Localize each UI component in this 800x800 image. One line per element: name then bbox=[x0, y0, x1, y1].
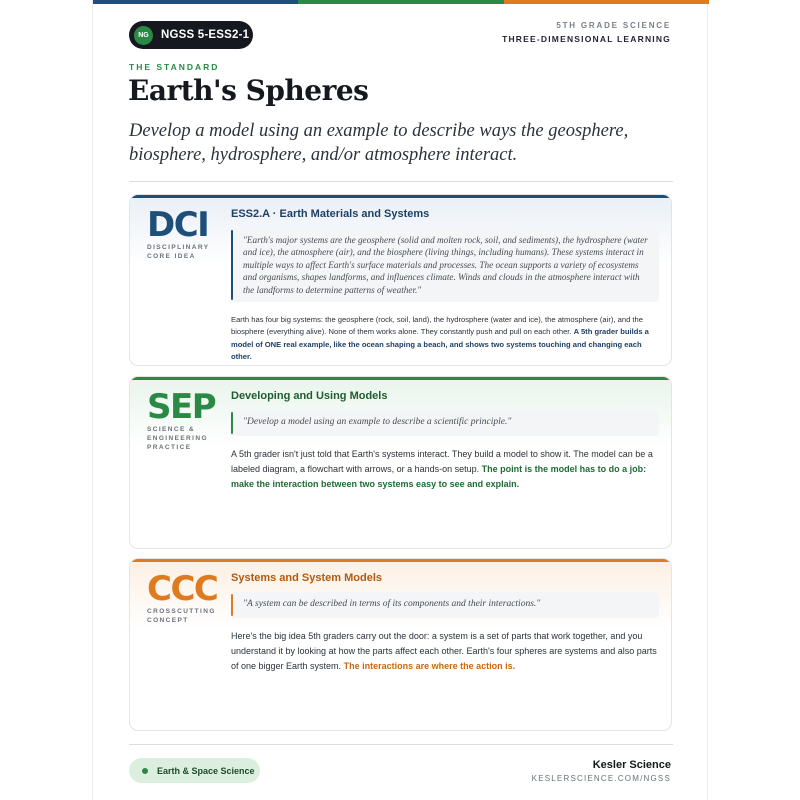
grade-info bbox=[502, 21, 671, 44]
dci-quote: "Earth's major systems are the geosphere (solid and molten rock, soil, and sediments), the hydrosphere (water and ice), the atmosphere (air), and the biosphere (living things, including humans). These systems interact in multiple ways to affect Earth's surface materials and processes. The ocean supports a variety of ecosystems and organisms, shapes landforms, and influences climate. Winds and clouds in the atmosphere interact with the landforms to determine patterns of weather." bbox=[231, 228, 659, 302]
sep-quote: "Develop a model using an example to describe a scientific principle." bbox=[231, 410, 659, 436]
brand-name: Kesler Science bbox=[592, 759, 671, 771]
ngss-logo-icon: NG bbox=[134, 26, 153, 45]
dci-abbreviation: DCI bbox=[147, 205, 209, 245]
ccc-highlight: The interactions are where the action is. bbox=[343, 661, 516, 672]
dci-heading: ESS2.A · Earth Materials and Systems bbox=[231, 208, 430, 220]
dci-explanation: Earth has four big systems: the geosphere (rock, soil, land), the hydrosphere (water and ice), the atmosphere (air), and the biosphere (everything alive). None of them works alone. They constantly push and pull on each other. A 5th grader builds a model of ONE real example, like the ocean shaping a beach, and shows two systems touching and changing each other. bbox=[231, 315, 649, 362]
subject-pill bbox=[129, 758, 260, 783]
top-bar-orange bbox=[504, 0, 709, 4]
ccc-abbreviation: CCC bbox=[147, 569, 218, 609]
subject-label: Earth & Space Science bbox=[157, 765, 255, 776]
sep-content bbox=[231, 390, 659, 493]
standard-code-badge bbox=[129, 21, 253, 49]
color-top-bar bbox=[93, 0, 709, 4]
sep-abbreviation: SEP bbox=[147, 387, 216, 427]
ccc-label: CROSSCUTTING CONCEPT bbox=[147, 608, 216, 624]
worksheet-page bbox=[92, 0, 708, 800]
ccc-content bbox=[231, 572, 659, 675]
top-bar-green bbox=[298, 0, 503, 4]
dci-card bbox=[129, 194, 672, 366]
learning-type: THREE-DIMENSIONAL LEARNING bbox=[502, 34, 671, 44]
divider bbox=[129, 181, 673, 182]
dci-highlight: A 5th grader builds a model of ONE real example, like the ocean shaping a beach, and shows two systems touching and changing each other. bbox=[231, 327, 649, 362]
ccc-quote: "A system can be described in terms of its components and their interactions." bbox=[231, 592, 659, 618]
top-bar-blue bbox=[93, 0, 298, 4]
brand-block bbox=[532, 759, 671, 783]
ccc-card bbox=[129, 558, 672, 731]
sep-heading: Developing and Using Models bbox=[231, 390, 388, 402]
standard-statement: Develop a model using an example to describe ways the geosphere, biosphere, hydrosphere, and/or atmosphere interact. bbox=[129, 121, 629, 165]
standard-code: NGSS 5-ESS2-1 bbox=[161, 29, 250, 41]
sep-label: SCIENCE & ENGINEERING PRACTICE bbox=[147, 426, 208, 451]
section-eyebrow: THE STANDARD bbox=[129, 62, 220, 72]
ccc-explanation: Here's the big idea 5th graders carry out the door: a system is a set of parts that work together, and you understand it by looking at how the parts affect each other. Earth's four spheres are systems and also parts of one bigger Earth system. The interactions are where the action is. bbox=[231, 631, 657, 672]
dci-label: DISCIPLINARY CORE IDEA bbox=[147, 244, 210, 260]
brand-url[interactable]: KESLERSCIENCE.COM/NGSS bbox=[531, 774, 671, 783]
ccc-heading: Systems and System Models bbox=[231, 572, 383, 584]
dci-content bbox=[231, 208, 659, 364]
sep-card bbox=[129, 376, 672, 549]
page-title: Earth's Spheres bbox=[128, 74, 369, 107]
sep-highlight: The point is the model has to do a job: make the interaction between two systems easy to see and explain. bbox=[231, 464, 647, 490]
footer-divider bbox=[129, 744, 673, 745]
grade-level: 5TH GRADE SCIENCE bbox=[556, 21, 671, 30]
sep-explanation: A 5th grader isn't just told that Earth's systems interact. They build a model to show it. The model can be a labeled diagram, a flowchart with arrows, or a hands-on setup. The point is the model has to do a job: make the interaction between two systems easy to see and explain. bbox=[231, 449, 653, 490]
subject-dot-icon bbox=[142, 768, 148, 774]
